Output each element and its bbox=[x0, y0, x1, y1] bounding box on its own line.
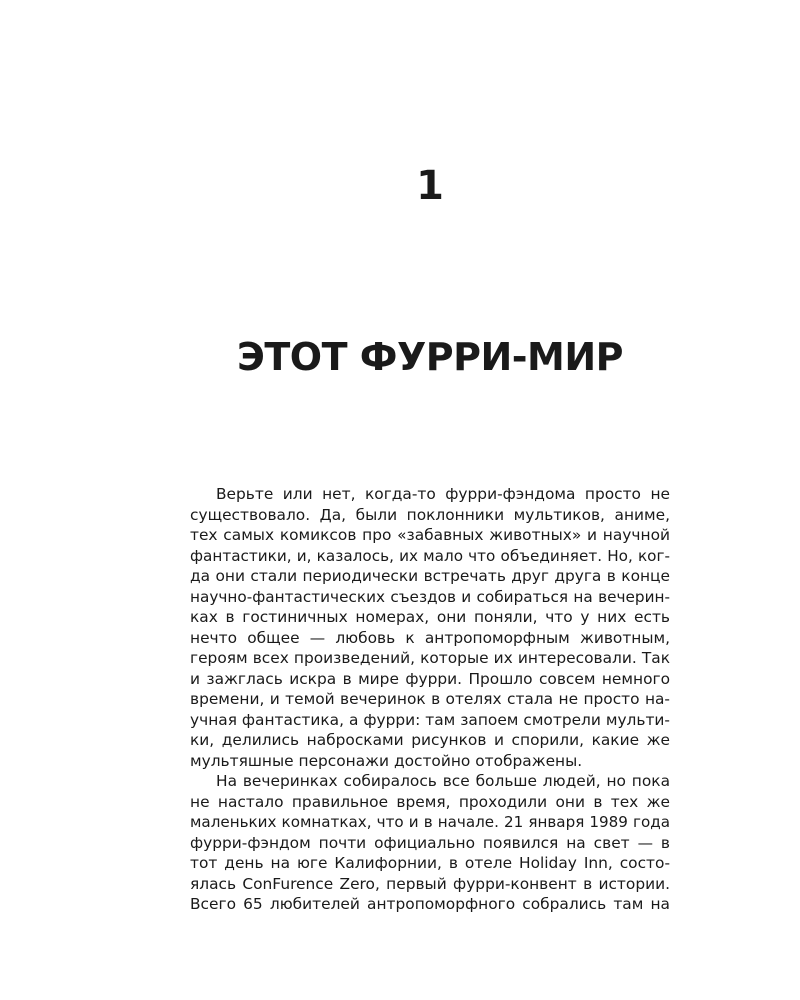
text-line: маленьких комнатках, что и в начале. 21 января 1989 года bbox=[190, 813, 670, 831]
chapter-body bbox=[190, 484, 670, 915]
text-line: ки, делились набросками рисунков и спорили, какие же bbox=[190, 731, 670, 749]
text-line: тот день на юге Калифорнии, в отеле Holiday Inn, состо- bbox=[190, 854, 670, 872]
text-line: ках в гостиничных номерах, они поняли, что у них есть bbox=[190, 608, 670, 626]
text-line: не настало правильное время, проходили они в тех же bbox=[190, 792, 670, 811]
text-line: мультяшные персонажи достойно отображены. bbox=[190, 751, 583, 770]
text-line: тех самых комиксов про «забавных животных» и научной bbox=[190, 526, 670, 544]
text-line: существовало. Да, были поклонники мультиков, аниме, bbox=[190, 505, 670, 524]
paragraph bbox=[190, 484, 670, 771]
text-line: научно-фантастических съездов и собираться на вечерин- bbox=[190, 587, 670, 606]
text-line: Верьте или нет, когда-то фурри-фэндома просто не bbox=[216, 485, 670, 503]
text-line: учная фантастика, а фурри: там запоем смотрели мульти- bbox=[190, 710, 670, 729]
text-line: времени, и темой вечеринок в отелях стала не просто на- bbox=[190, 690, 670, 708]
text-line: Всего 65 любителей антропоморфного собрались там на bbox=[190, 895, 670, 913]
text-line: ялась ConFurence Zero, первый фурри-конвент в истории. bbox=[190, 874, 670, 893]
chapter-number: 1 bbox=[416, 163, 444, 209]
text-line: фурри-фэндом почти официально появился на свет — в bbox=[190, 833, 670, 852]
text-line: и зажглась искра в мире фурри. Прошло совсем немного bbox=[190, 669, 670, 688]
text-line: нечто общее — любовь к антропоморфным животным, bbox=[190, 628, 670, 647]
text-line: героям всех произведений, которые их интересовали. Так bbox=[190, 649, 670, 667]
paragraph bbox=[190, 771, 670, 915]
text-line: На вечеринках собиралось все больше людей, но пока bbox=[216, 772, 670, 790]
text-line: фантастики, и, казалось, их мало что объединяет. Но, ког- bbox=[190, 546, 670, 565]
text-line: да они стали периодически встречать друг друга в конце bbox=[190, 567, 670, 585]
chapter-title: ЭТОТ ФУРРИ-МИР bbox=[237, 335, 623, 379]
